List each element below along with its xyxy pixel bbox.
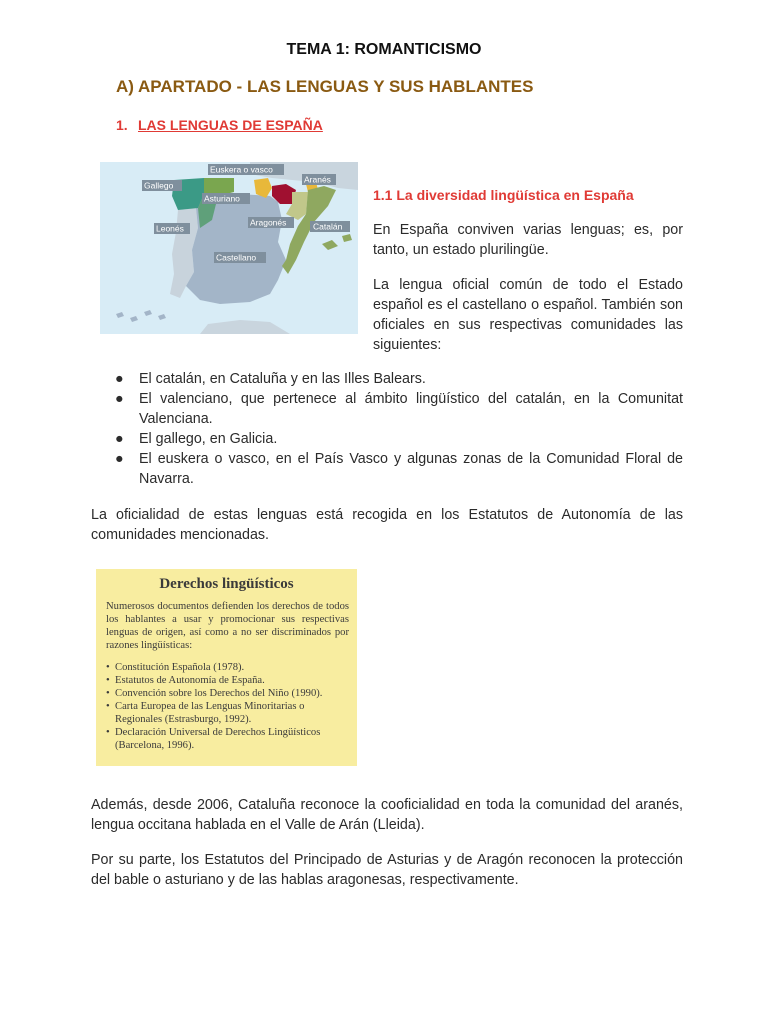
list-item bbox=[115, 429, 683, 449]
paragraph-plurilingual: En España conviven varias lenguas; es, por tanto, un estado plurilingüe. bbox=[373, 222, 683, 258]
bullet-icon: • bbox=[106, 662, 110, 673]
bullet-icon: • bbox=[106, 675, 110, 686]
paragraph-aranes: Además, desde 2006, Cataluña reconoce la cooficialidad en toda la comunidad del aranés, lengua occitana hablada en el Valle de Arán (Lleida). bbox=[91, 797, 683, 833]
map-label-castellano: Castellano bbox=[216, 252, 257, 263]
list-item-text: El valenciano, que pertenece al ámbito lingüístico del catalán, en la Comunitat Valenciana. bbox=[139, 391, 683, 427]
rights-item bbox=[106, 661, 349, 674]
subsection-number: 1. bbox=[116, 117, 128, 133]
list-item bbox=[115, 369, 683, 389]
map-label-aranes: Aranés bbox=[304, 174, 331, 185]
rights-item-text: Estatutos de Autonomía de España. bbox=[115, 675, 265, 686]
bullet-icon: • bbox=[106, 727, 110, 738]
list-item-text: El gallego, en Galicia. bbox=[139, 431, 278, 447]
paragraph-statutes: La oficialidad de estas lenguas está recogida en los Estatutos de Autonomía de las comunidades mencionadas. bbox=[91, 507, 683, 543]
bullet-icon: ● bbox=[115, 371, 124, 387]
rights-item bbox=[106, 700, 349, 726]
map-label-catalan: Catalán bbox=[313, 221, 343, 232]
list-item-text: El euskera o vasco, en el País Vasco y algunas zonas de la Comunidad Floral de Navarra. bbox=[139, 451, 683, 487]
list-item bbox=[115, 449, 683, 489]
bullet-icon: • bbox=[106, 701, 110, 712]
rights-item bbox=[106, 726, 349, 752]
rights-item bbox=[106, 674, 349, 687]
subsection-title: 1.1 La diversidad lingüística en España bbox=[373, 187, 634, 203]
map-label-asturiano: Asturiano bbox=[204, 193, 240, 204]
rights-item bbox=[106, 687, 349, 700]
rights-item-text: Carta Europea de las Lenguas Minoritarias o Regionales (Estrasburgo, 1992). bbox=[115, 701, 305, 725]
rights-item-text: Convención sobre los Derechos del Niño (1990). bbox=[115, 688, 323, 699]
list-item-text: El catalán, en Cataluña y en las Illes Balears. bbox=[139, 371, 426, 387]
rights-item-text: Constitución Española (1978). bbox=[115, 662, 245, 673]
document-title: TEMA 1: ROMANTICISMO bbox=[286, 41, 482, 58]
map-label-gallego: Gallego bbox=[144, 180, 174, 191]
subsection-label: LAS LENGUAS DE ESPAÑA bbox=[138, 117, 323, 133]
paragraph-official-language: La lengua oficial común de todo el Estado español es el castellano o español. También son oficiales en sus respectivas comunidades las siguientes: bbox=[373, 277, 683, 353]
bullet-icon: • bbox=[106, 688, 110, 699]
section-heading: A) APARTADO - LAS LENGUAS Y SUS HABLANTES bbox=[116, 77, 534, 96]
linguistic-rights-box bbox=[96, 569, 357, 766]
map-label-aragones: Aragonés bbox=[250, 217, 287, 228]
subsection-heading bbox=[116, 117, 323, 133]
paragraph-asturias-aragon: Por su parte, los Estatutos del Principado de Asturias y de Aragón reconocen la protección del bable o asturiano y de las hablas aragonesas, respectivamente. bbox=[91, 852, 683, 888]
rights-box-intro: Numerosos documentos defienden los derechos de todos los hablantes a usar y promocionar sus respectivas lenguas de origen, así como a no ser discriminados por razones lingüísticas: bbox=[106, 601, 349, 651]
map-label-leones: Leonés bbox=[156, 223, 184, 234]
rights-item-text: Declaración Universal de Derechos Lingüísticos (Barcelona, 1996). bbox=[115, 727, 321, 751]
rights-box-title: Derechos lingüísticos bbox=[159, 576, 294, 592]
spain-languages-map bbox=[100, 162, 358, 334]
bullet-icon: ● bbox=[115, 431, 124, 447]
bullet-icon: ● bbox=[115, 451, 124, 467]
rights-box-list bbox=[106, 661, 349, 752]
bullet-icon: ● bbox=[115, 391, 124, 407]
map-label-euskera: Euskera o vasco bbox=[210, 164, 273, 175]
languages-list bbox=[115, 369, 683, 489]
list-item bbox=[115, 389, 683, 429]
